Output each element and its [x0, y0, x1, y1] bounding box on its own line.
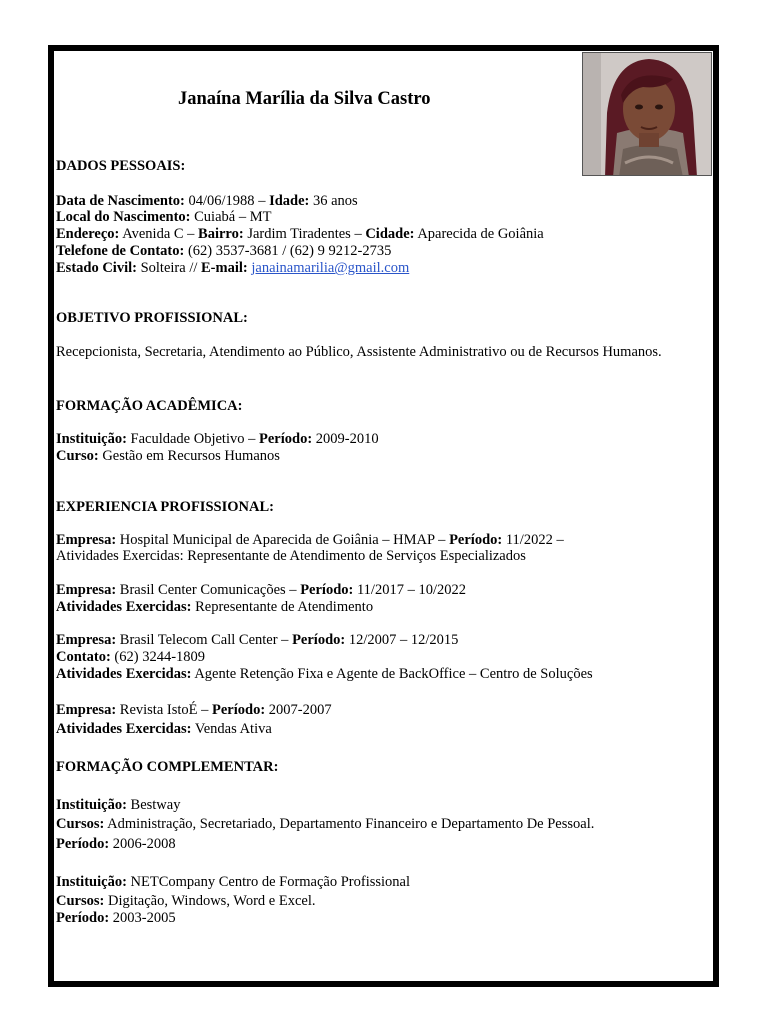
course-institution-line — [56, 874, 410, 891]
age-value: 36 anos — [312, 193, 358, 209]
address-line — [56, 226, 544, 243]
period-value: 2003-2005 — [112, 910, 176, 926]
email-link[interactable]: janainamarilia@gmail.com — [251, 260, 410, 276]
separator: – — [258, 193, 266, 209]
age-label: Idade: — [269, 193, 310, 209]
course-period-line — [56, 836, 176, 853]
activities-value: Vendas Ativa — [194, 721, 272, 737]
job-contact-line — [56, 649, 205, 666]
company-value: Brasil Center Comunicações – — [119, 582, 297, 598]
institution-label: Instituição: — [56, 797, 127, 813]
period-label: Período: — [259, 431, 313, 447]
period-value: 11/2017 – 10/2022 — [356, 582, 466, 598]
academic-course-line — [56, 448, 280, 465]
institution-value: NETCompany Centro de Formação Profissional — [130, 874, 411, 890]
period-label: Período: — [300, 582, 354, 598]
job-company-line — [56, 532, 564, 549]
city-label: Cidade: — [365, 226, 415, 242]
address-value: Avenida C – — [122, 226, 195, 242]
email-label: E-mail: — [201, 260, 248, 276]
objective-text: Recepcionista, Secretaria, Atendimento ao Público, Assistente Administrativo ou de Recursos Humanos. — [56, 344, 662, 360]
address-label: Endereço: — [56, 226, 120, 242]
birth-date-line — [56, 193, 358, 210]
course-value: Gestão em Recursos Humanos — [102, 448, 280, 464]
contact-value: (62) 3244-1809 — [114, 649, 206, 665]
job-activities-line: Atividades Exercidas: Representante de Atendimento de Serviços Especializados — [56, 548, 526, 564]
activities-value: Agente Retenção Fixa e Agente de BackOffice – Centro de Soluções — [194, 666, 593, 682]
birth-place-label: Local do Nascimento: — [56, 209, 191, 225]
courses-label: Cursos: — [56, 816, 105, 832]
academic-institution-line — [56, 431, 379, 448]
profile-photo — [582, 52, 712, 176]
city-value: Aparecida de Goiânia — [417, 226, 544, 242]
period-label: Período: — [449, 532, 503, 548]
course-institution-line — [56, 797, 180, 814]
company-label: Empresa: — [56, 582, 117, 598]
course-label: Curso: — [56, 448, 99, 464]
neighborhood-label: Bairro: — [198, 226, 244, 242]
institution-value: Faculdade Objetivo – — [130, 431, 256, 447]
job-company-line — [56, 582, 466, 599]
activities-label: Atividades Exercidas: — [56, 599, 192, 615]
company-value: Revista IstoÉ – — [119, 702, 209, 718]
activities-label: Atividades Exercidas: — [56, 721, 192, 737]
institution-label: Instituição: — [56, 431, 127, 447]
company-label: Empresa: — [56, 532, 117, 548]
institution-label: Instituição: — [56, 874, 127, 890]
course-list-line — [56, 816, 594, 833]
company-label: Empresa: — [56, 702, 117, 718]
period-label: Período: — [212, 702, 266, 718]
section-heading-formacao-complementar: FORMAÇÃO COMPLEMENTAR: — [56, 759, 279, 775]
period-label: Período: — [56, 910, 110, 926]
candidate-name: Janaína Marília da Silva Castro — [178, 89, 431, 109]
period-label: Período: — [292, 632, 346, 648]
job-activities-line — [56, 666, 593, 683]
period-value: 12/2007 – 12/2015 — [348, 632, 459, 648]
neighborhood-value: Jardim Tiradentes – — [247, 226, 362, 242]
marital-status-label: Estado Civil: — [56, 260, 137, 276]
course-list-line — [56, 893, 315, 910]
job-activities-line — [56, 721, 272, 738]
period-value: 2007-2007 — [268, 702, 332, 718]
marital-email-line — [56, 260, 409, 277]
birth-date-label: Data de Nascimento: — [56, 193, 185, 209]
phone-label: Telefone de Contato: — [56, 243, 185, 259]
activities-value: Representante de Atendimento — [195, 599, 374, 615]
company-value: Hospital Municipal de Aparecida de Goiânia – HMAP – — [119, 532, 446, 548]
courses-value: Digitação, Windows, Word e Excel. — [107, 893, 316, 909]
section-heading-objetivo: OBJETIVO PROFISSIONAL: — [56, 310, 248, 326]
job-company-line — [56, 702, 332, 719]
birth-place-line — [56, 209, 271, 226]
section-heading-experiencia: EXPERIENCIA PROFISSIONAL: — [56, 499, 274, 515]
period-value: 2006-2008 — [112, 836, 176, 852]
period-value: 11/2022 – — [505, 532, 564, 548]
period-label: Período: — [56, 836, 110, 852]
profile-photo-illustration — [583, 53, 712, 176]
section-heading-dados-pessoais: DADOS PESSOAIS: — [56, 158, 186, 174]
company-label: Empresa: — [56, 632, 117, 648]
section-heading-formacao-academica: FORMAÇÃO ACADÊMICA: — [56, 398, 243, 414]
job-activities-line — [56, 599, 373, 616]
course-period-line — [56, 910, 176, 927]
phone-line — [56, 243, 391, 260]
phone-value: (62) 3537-3681 / (62) 9 9212-2735 — [187, 243, 392, 259]
marital-status-value: Solteira // — [140, 260, 198, 276]
courses-label: Cursos: — [56, 893, 105, 909]
birth-date-value: 04/06/1988 — [188, 193, 255, 209]
institution-value: Bestway — [130, 797, 181, 813]
job-company-line — [56, 632, 458, 649]
company-value: Brasil Telecom Call Center – — [119, 632, 289, 648]
birth-place-value: Cuiabá – MT — [194, 209, 272, 225]
contact-label: Contato: — [56, 649, 111, 665]
courses-value: Administração, Secretariado, Departamento Financeiro e Departamento De Pessoal. — [107, 816, 595, 832]
period-value: 2009-2010 — [315, 431, 379, 447]
activities-label: Atividades Exercidas: — [56, 666, 192, 682]
